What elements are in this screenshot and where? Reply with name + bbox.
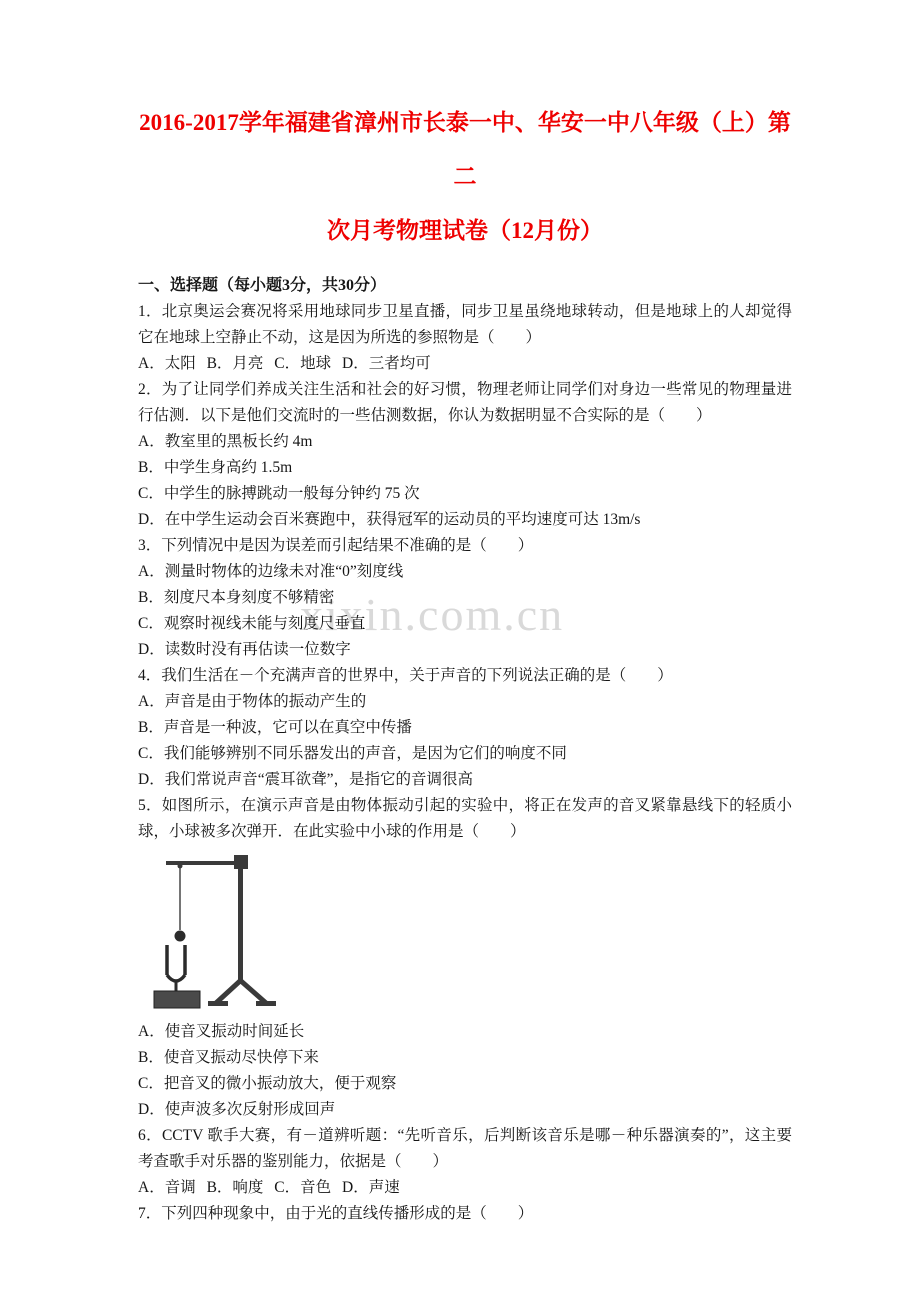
tuning-fork-apparatus-icon <box>140 851 300 1011</box>
question-3-option-b: B．刻度尺本身刻度不够精密 <box>138 589 335 606</box>
question-2-option-c: C．中学生的脉搏跳动一般每分钟约 75 次 <box>138 485 420 502</box>
question-1-stem: 1．北京奥运会赛况将采用地球同步卫星直播，同步卫星虽绕地球转动，但是地球上的人却觉得它在地球上空静止不动，这是因为所选的参照物是（ ） <box>138 303 792 346</box>
question-5-option-a: A．使音叉振动时间延长 <box>138 1023 305 1040</box>
question-2-stem: 2．为了让同学们养成关注生活和社会的好习惯，物理老师让同学们对身边一些常见的物理量进行估测．以下是他们交流时的一些估测数据，你认为数据明显不合实际的是（ ） <box>138 381 792 424</box>
question-5-stem: 5．如图所示，在演示声音是由物体振动引起的实验中，将正在发声的音叉紧靠悬线下的轻质小球，小球被多次弹开．在此实验中小球的作用是（ ） <box>138 797 792 840</box>
paper-title-line-2: 次月考物理试卷（12月份） <box>327 218 603 243</box>
watermark: xixin.com.cn <box>300 589 565 640</box>
question-5-figure <box>140 851 300 1011</box>
question-4-stem: 4．我们生活在－个充满声音的世界中，关于声音的下列说法正确的是（ ） <box>138 667 673 684</box>
question-2-option-a: A．教室里的黑板长约 4m <box>138 433 313 450</box>
question-4-option-c: C．我们能够辨别不同乐器发出的声音，是因为它们的响度不同 <box>138 745 567 762</box>
question-2-option-d: D．在中学生运动会百米赛跑中，获得冠军的运动员的平均速度可达 13m/s <box>138 511 641 528</box>
question-6-stem: 6．CCTV 歌手大赛，有－道辨听题：“先听音乐，后判断该音乐是哪－种乐器演奏的”，这主要考查歌手对乐器的鉴别能力，依据是（ ） <box>138 1127 792 1170</box>
paper-title <box>138 96 792 258</box>
question-3-stem: 3．下列情况中是因为误差而引起结果不准确的是（ ） <box>138 537 534 554</box>
question-5-option-b: B．使音叉振动尽快停下来 <box>138 1049 319 1066</box>
question-4-option-b: B．声音是一种波，它可以在真空中传播 <box>138 719 412 736</box>
question-4-option-d: D．我们常说声音“震耳欲聋”，是指它的音调很高 <box>138 771 473 788</box>
question-3-option-a: A．测量时物体的边缘未对准“0”刻度线 <box>138 563 404 580</box>
section-heading: 一、选择题（每小题3分，共30分） <box>138 277 387 294</box>
question-6-options-inline: A．音调 B．响度 C．音色 D．声速 <box>138 1179 400 1196</box>
question-5-option-d: D．使声波多次反射形成回声 <box>138 1101 336 1118</box>
question-3-option-d: D．读数时没有再估读一位数字 <box>138 641 351 658</box>
question-3-option-c: C．观察时视线未能与刻度尺垂直 <box>138 615 366 632</box>
question-7-stem: 7．下列四种现象中，由于光的直线传播形成的是（ ） <box>138 1205 534 1222</box>
question-2-option-b: B．中学生身高约 1.5m <box>138 459 293 476</box>
paper-title-line-1: 2016-2017学年福建省漳州市长泰一中、华安一中八年级（上）第二 <box>139 110 791 189</box>
question-4-option-a: A．声音是由于物体的振动产生的 <box>138 693 367 710</box>
question-5-option-c: C．把音叉的微小振动放大，便于观察 <box>138 1075 397 1092</box>
question-1-options-inline: A．太阳 B．月亮 C．地球 D．三者均可 <box>138 355 431 372</box>
